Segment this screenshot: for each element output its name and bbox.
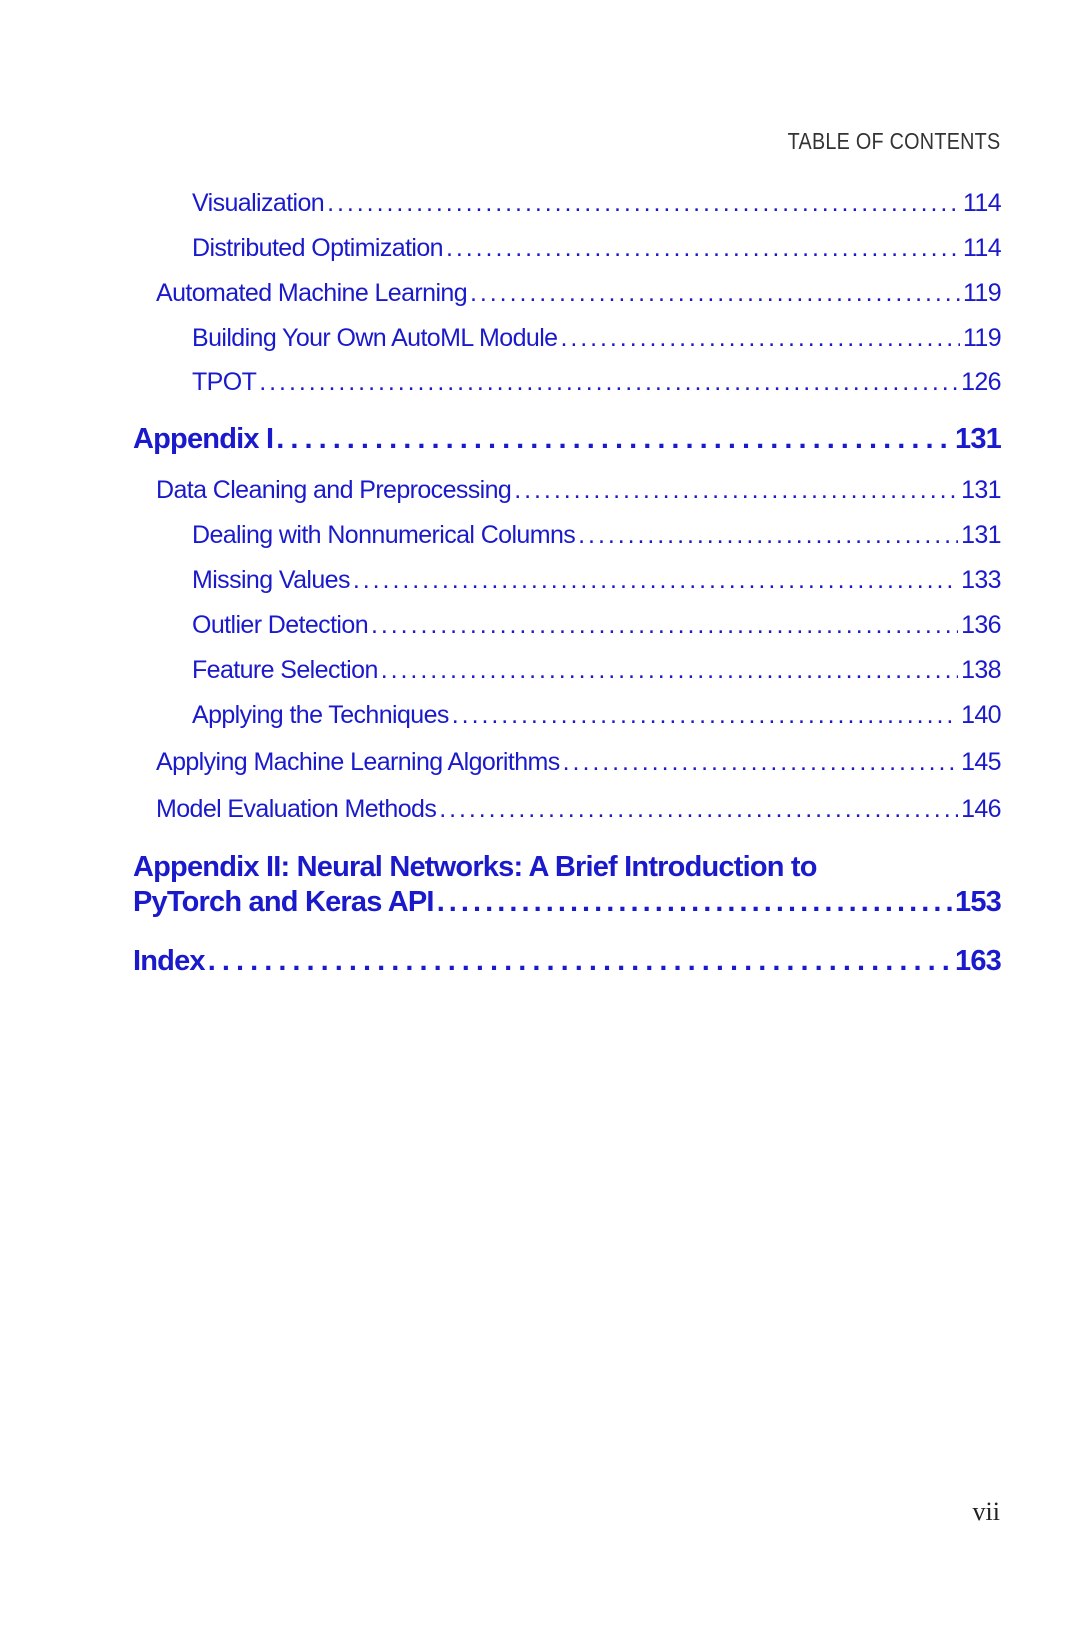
toc-entry-model-evaluation[interactable] <box>156 795 1001 824</box>
toc-chapter-page: 153 <box>955 886 1001 918</box>
dot-leader <box>563 748 958 777</box>
toc-chapter-page: 163 <box>955 945 1001 977</box>
toc-entry-title: Dealing with Nonnumerical Columns <box>192 521 576 549</box>
dot-leader <box>208 945 952 978</box>
dot-leader <box>276 423 952 456</box>
toc-chapter-line2 <box>133 886 1001 919</box>
page-number: vii <box>972 1497 1000 1526</box>
dot-leader <box>259 368 958 397</box>
toc-entry-title: Building Your Own AutoML Module <box>192 324 558 352</box>
toc-chapter-appendix-ii[interactable] <box>133 851 1001 931</box>
toc-entry-applying-ml-algorithms[interactable] <box>156 748 1001 777</box>
toc-chapter-title: Appendix I <box>133 423 274 455</box>
toc-entry-page: 146 <box>961 795 1001 823</box>
toc-entry-automated-machine-learning[interactable] <box>156 279 1001 308</box>
dot-leader <box>381 656 958 685</box>
dot-leader <box>514 476 958 505</box>
toc-entry-title: Data Cleaning and Preprocessing <box>156 476 512 504</box>
dot-leader <box>560 324 959 353</box>
toc-entry-visualization[interactable] <box>192 189 1001 218</box>
toc-entry-nonnumerical-columns[interactable] <box>192 521 1001 550</box>
toc-entry-title: Model Evaluation Methods <box>156 795 437 823</box>
toc-entry-tpot[interactable] <box>192 368 1001 397</box>
toc-chapter-index[interactable] <box>133 945 1001 978</box>
dot-leader <box>439 795 958 824</box>
dot-leader <box>371 611 958 640</box>
dot-leader <box>327 189 960 218</box>
toc-entry-title: Outlier Detection <box>192 611 368 639</box>
toc-entry-page: 131 <box>961 521 1001 549</box>
dot-leader <box>470 279 960 308</box>
dot-leader <box>446 234 960 263</box>
toc-entry-title: Visualization <box>192 189 325 217</box>
toc-entry-page: 138 <box>961 656 1001 684</box>
toc-entry-page: 114 <box>962 189 1001 217</box>
toc-entry-data-cleaning[interactable] <box>156 476 1001 505</box>
toc-entry-title: Feature Selection <box>192 656 378 684</box>
toc-entry-title: TPOT <box>192 368 257 396</box>
dot-leader <box>578 521 958 550</box>
toc-entry-outlier-detection[interactable] <box>192 611 1001 640</box>
toc-entry-title: Applying Machine Learning Algorithms <box>156 748 560 776</box>
toc-entry-missing-values[interactable] <box>192 566 1001 595</box>
toc-chapter-page: 131 <box>955 423 1001 455</box>
toc-entry-page: 126 <box>961 368 1001 396</box>
toc-entry-page: 131 <box>961 476 1001 504</box>
toc-entry-distributed-optimization[interactable] <box>192 234 1001 263</box>
toc-entry-feature-selection[interactable] <box>192 656 1001 685</box>
toc-entry-title: Applying the Techniques <box>192 701 449 729</box>
toc-chapter-title-line2: PyTorch and Keras API <box>133 886 434 918</box>
toc-entry-title: Missing Values <box>192 566 350 594</box>
toc-entry-page: 119 <box>962 279 1001 307</box>
running-head: TABLE OF CONTENTS <box>787 128 1000 154</box>
toc-chapter-title: Index <box>133 945 205 977</box>
toc-entry-applying-techniques[interactable] <box>192 701 1001 730</box>
toc-entry-page: 119 <box>962 324 1001 352</box>
dot-leader <box>353 566 958 595</box>
dot-leader <box>452 701 958 730</box>
toc-entry-page: 114 <box>962 234 1001 262</box>
toc-chapter-appendix-i[interactable] <box>133 423 1001 456</box>
toc-entry-page: 133 <box>961 566 1001 594</box>
dot-leader <box>437 886 952 919</box>
toc-entry-building-automl-module[interactable] <box>192 324 1001 353</box>
toc-chapter-title-line1: Appendix II: Neural Networks: A Brief Introduction to <box>133 851 817 883</box>
toc-entry-page: 140 <box>961 701 1001 729</box>
toc-entry-title: Distributed Optimization <box>192 234 443 262</box>
toc-entry-page: 136 <box>961 611 1001 639</box>
toc-entry-page: 145 <box>961 748 1001 776</box>
toc-entry-title: Automated Machine Learning <box>156 279 467 307</box>
